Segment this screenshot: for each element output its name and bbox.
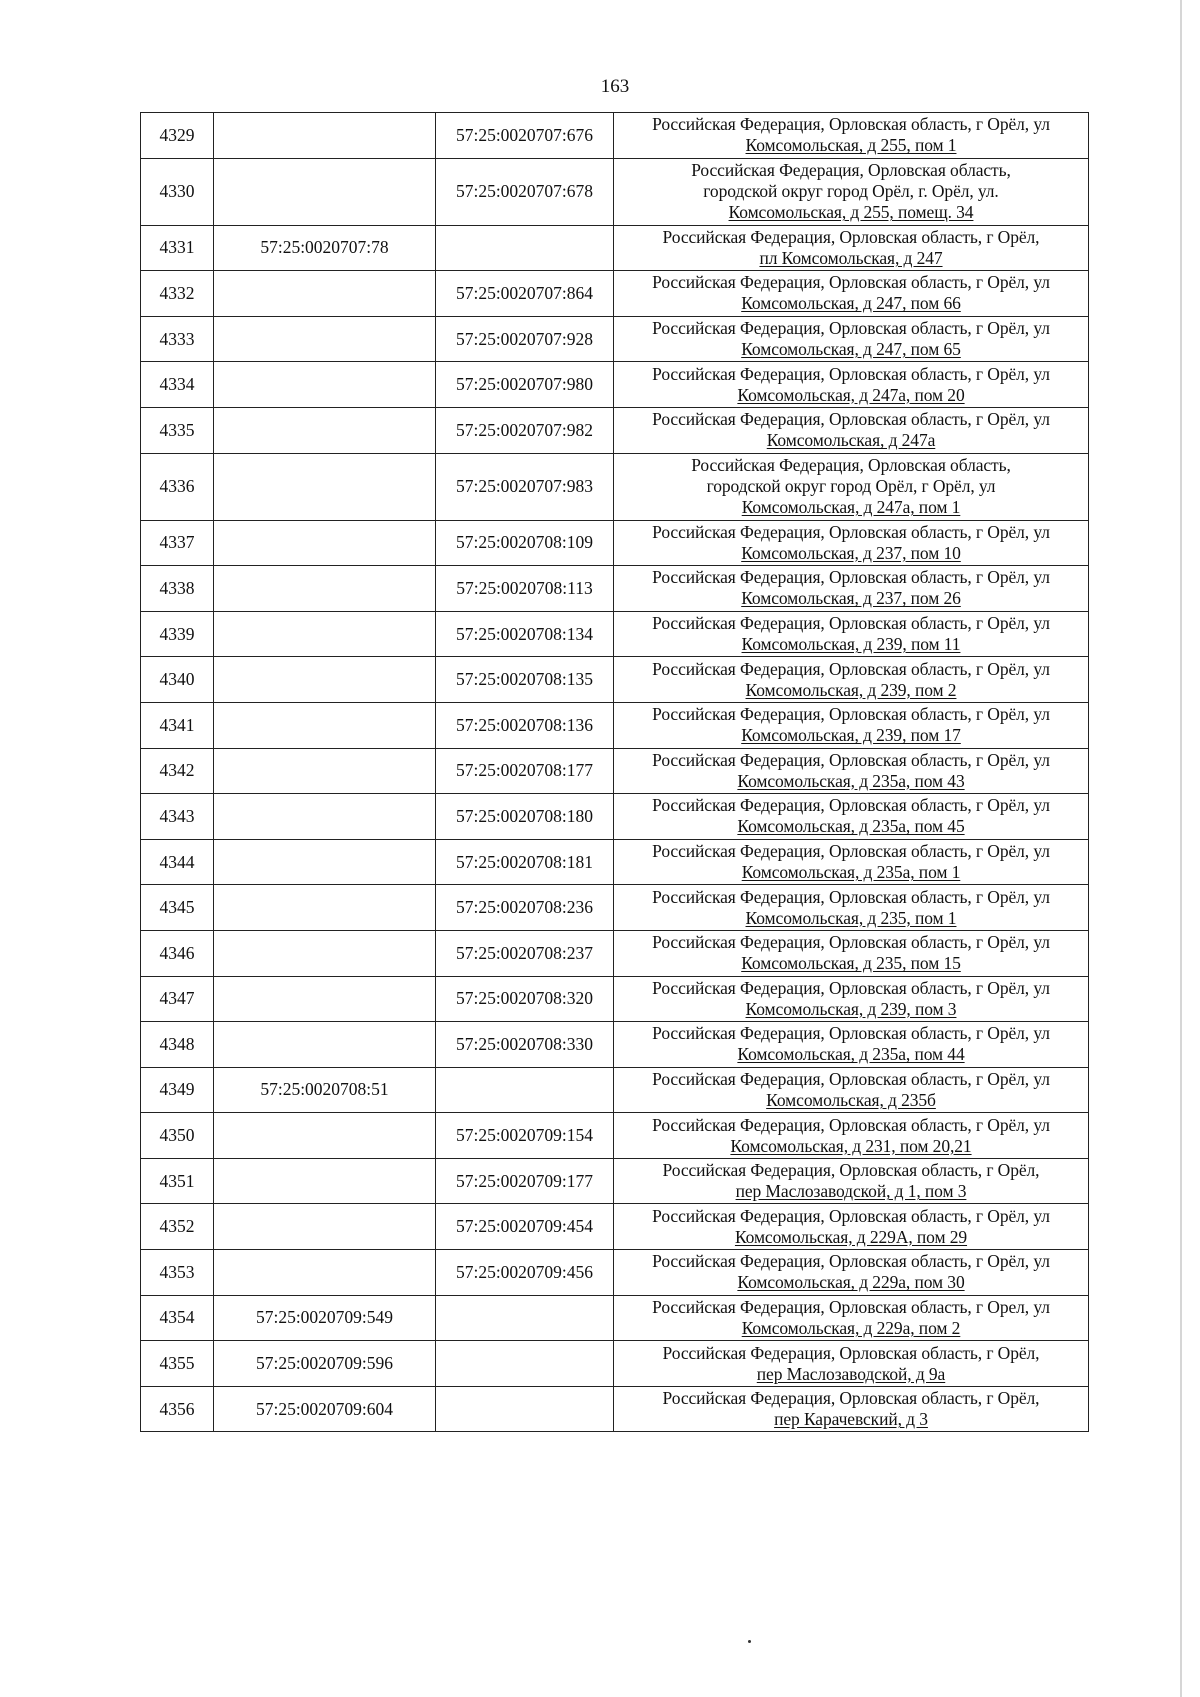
row-number-cell: 4342 <box>141 748 214 794</box>
address-line: Комсомольская, д 235а, пом 43 <box>737 770 965 791</box>
address-cell <box>614 362 1089 408</box>
table-row <box>141 566 1089 612</box>
address-cell <box>614 113 1089 159</box>
object-cadastral-number-cell: 57:25:0020708:180 <box>436 794 614 840</box>
address-line: Комсомольская, д 235б <box>766 1089 936 1110</box>
land-cadastral-number-cell <box>214 271 436 317</box>
land-cadastral-number-cell <box>214 1250 436 1296</box>
page-number: 163 <box>600 76 630 97</box>
row-number-cell: 4335 <box>141 407 214 453</box>
row-number-cell: 4343 <box>141 794 214 840</box>
table-row <box>141 794 1089 840</box>
land-cadastral-number-cell <box>214 407 436 453</box>
address-line: Российская Федерация, Орловская область, г Орёл, ул <box>652 1023 1050 1044</box>
row-number-cell: 4330 <box>141 158 214 225</box>
object-cadastral-number-cell: 57:25:0020708:237 <box>436 930 614 976</box>
object-cadastral-number-cell: 57:25:0020707:983 <box>436 453 614 520</box>
address-line: Комсомольская, д 239, пом 17 <box>741 725 961 746</box>
address-line: городской округ город Орёл, г. Орёл, ул. <box>703 181 999 202</box>
address-line: Комсомольская, д 229а, пом 2 <box>741 1317 961 1338</box>
address-line: Российская Федерация, Орловская область, г Орёл, ул <box>652 409 1050 430</box>
object-cadastral-number-cell: 57:25:0020707:982 <box>436 407 614 453</box>
row-number-cell: 4351 <box>141 1158 214 1204</box>
row-number-cell: 4333 <box>141 316 214 362</box>
object-cadastral-number-cell: 57:25:0020708:236 <box>436 885 614 931</box>
address-line: Комсомольская, д 239, пом 3 <box>745 998 957 1019</box>
address-cell <box>614 407 1089 453</box>
land-cadastral-number-cell <box>214 520 436 566</box>
object-cadastral-number-cell: 57:25:0020708:134 <box>436 611 614 657</box>
address-line: Российская Федерация, Орловская область, г Орёл, ул <box>652 1205 1050 1226</box>
address-line: Российская Федерация, Орловская область, г Орёл, <box>662 1388 1040 1409</box>
land-cadastral-number-cell <box>214 885 436 931</box>
address-cell <box>614 839 1089 885</box>
address-cell <box>614 520 1089 566</box>
land-cadastral-number-cell <box>214 657 436 703</box>
address-line: Российская Федерация, Орловская область, г Орёл, ул <box>652 704 1050 725</box>
scan-speck <box>748 1640 751 1643</box>
object-cadastral-number-cell <box>436 1295 614 1341</box>
land-cadastral-number-cell <box>214 362 436 408</box>
object-cadastral-number-cell: 57:25:0020708:135 <box>436 657 614 703</box>
address-cell <box>614 611 1089 657</box>
row-number-cell: 4334 <box>141 362 214 408</box>
address-line: Российская Федерация, Орловская область, г Орёл, ул <box>652 1251 1050 1272</box>
address-cell <box>614 885 1089 931</box>
object-cadastral-number-cell: 57:25:0020707:676 <box>436 113 614 159</box>
address-cell <box>614 930 1089 976</box>
land-cadastral-number-cell <box>214 1158 436 1204</box>
address-line: Российская Федерация, Орловская область, г Орёл, ул <box>652 841 1050 862</box>
address-line: Российская Федерация, Орловская область, г Орел, ул <box>652 1296 1050 1317</box>
table-row <box>141 1250 1089 1296</box>
table-row <box>141 1204 1089 1250</box>
land-cadastral-number-cell <box>214 453 436 520</box>
table-row <box>141 748 1089 794</box>
address-line: Комсомольская, д 247, пом 65 <box>741 339 961 360</box>
land-cadastral-number-cell <box>214 316 436 362</box>
scan-page-edge <box>1180 0 1182 1697</box>
row-number-cell: 4331 <box>141 225 214 271</box>
table-row <box>141 930 1089 976</box>
object-cadastral-number-cell <box>436 1341 614 1387</box>
row-number-cell: 4353 <box>141 1250 214 1296</box>
address-line: Российская Федерация, Орловская область, г Орёл, ул <box>652 886 1050 907</box>
address-cell <box>614 702 1089 748</box>
land-cadastral-number-cell <box>214 794 436 840</box>
table-row <box>141 453 1089 520</box>
object-cadastral-number-cell: 57:25:0020707:678 <box>436 158 614 225</box>
table-row <box>141 1341 1089 1387</box>
land-cadastral-number-cell <box>214 1022 436 1068</box>
address-line: Российская Федерация, Орловская область, г Орёл, ул <box>652 613 1050 634</box>
address-line: Комсомольская, д 239, пом 2 <box>745 679 957 700</box>
row-number-cell: 4339 <box>141 611 214 657</box>
object-cadastral-number-cell: 57:25:0020709:454 <box>436 1204 614 1250</box>
address-line: Российская Федерация, Орловская область, г Орёл, ул <box>652 521 1050 542</box>
object-cadastral-number-cell <box>436 225 614 271</box>
land-cadastral-number-cell: 57:25:0020708:51 <box>214 1067 436 1113</box>
address-cell <box>614 1295 1089 1341</box>
object-cadastral-number-cell: 57:25:0020708:320 <box>436 976 614 1022</box>
table-row <box>141 1295 1089 1341</box>
row-number-cell: 4337 <box>141 520 214 566</box>
address-line: Комсомольская, д 235а, пом 44 <box>737 1044 965 1065</box>
object-cadastral-number-cell: 57:25:0020709:177 <box>436 1158 614 1204</box>
table-row <box>141 839 1089 885</box>
address-cell <box>614 1250 1089 1296</box>
address-line: Российская Федерация, Орловская область, г Орёл, ул <box>652 1068 1050 1089</box>
land-cadastral-number-cell: 57:25:0020707:78 <box>214 225 436 271</box>
row-number-cell: 4354 <box>141 1295 214 1341</box>
address-line: Российская Федерация, Орловская область, г Орёл, <box>662 226 1040 247</box>
row-number-cell: 4347 <box>141 976 214 1022</box>
row-number-cell: 4340 <box>141 657 214 703</box>
row-number-cell: 4348 <box>141 1022 214 1068</box>
address-line: Комсомольская, д 231, пом 20,21 <box>730 1135 972 1156</box>
address-line: Российская Федерация, Орловская область, г Орёл, ул <box>652 932 1050 953</box>
object-cadastral-number-cell: 57:25:0020709:154 <box>436 1113 614 1159</box>
object-cadastral-number-cell: 57:25:0020708:109 <box>436 520 614 566</box>
object-cadastral-number-cell <box>436 1067 614 1113</box>
table-row <box>141 113 1089 159</box>
table-row <box>141 1158 1089 1204</box>
address-cell <box>614 657 1089 703</box>
object-cadastral-number-cell: 57:25:0020708:181 <box>436 839 614 885</box>
address-line: пер Карачевский, д 3 <box>774 1409 928 1430</box>
address-line: Российская Федерация, Орловская область, г Орёл, ул <box>652 977 1050 998</box>
land-cadastral-number-cell <box>214 1113 436 1159</box>
land-cadastral-number-cell <box>214 1204 436 1250</box>
address-cell <box>614 453 1089 520</box>
address-line: Комсомольская, д 247а, пом 20 <box>737 384 965 405</box>
land-cadastral-number-cell <box>214 566 436 612</box>
table-row <box>141 885 1089 931</box>
land-cadastral-number-cell <box>214 113 436 159</box>
address-cell <box>614 1158 1089 1204</box>
object-cadastral-number-cell: 57:25:0020707:980 <box>436 362 614 408</box>
land-cadastral-number-cell <box>214 611 436 657</box>
address-line: пл Комсомольская, д 247 <box>759 247 943 268</box>
row-number-cell: 4329 <box>141 113 214 159</box>
row-number-cell: 4356 <box>141 1386 214 1432</box>
table-row <box>141 225 1089 271</box>
address-line: Комсомольская, д 255, помещ. 34 <box>728 202 974 223</box>
address-line: Российская Федерация, Орловская область, г Орёл, ул <box>652 272 1050 293</box>
object-cadastral-number-cell: 57:25:0020708:330 <box>436 1022 614 1068</box>
address-line: Российская Федерация, Орловская область, г Орёл, ул <box>652 363 1050 384</box>
table-row <box>141 407 1089 453</box>
address-line: Комсомольская, д 235а, пом 45 <box>737 816 965 837</box>
object-cadastral-number-cell: 57:25:0020707:928 <box>436 316 614 362</box>
object-cadastral-number-cell: 57:25:0020707:864 <box>436 271 614 317</box>
row-number-cell: 4332 <box>141 271 214 317</box>
address-cell <box>614 794 1089 840</box>
address-line: Российская Федерация, Орловская область, г Орёл, ул <box>652 658 1050 679</box>
table-row <box>141 1386 1089 1432</box>
address-line: Комсомольская, д 229а, пом 30 <box>737 1272 965 1293</box>
address-line: Комсомольская, д 237, пом 26 <box>741 588 961 609</box>
land-cadastral-number-cell <box>214 158 436 225</box>
address-cell <box>614 158 1089 225</box>
row-number-cell: 4352 <box>141 1204 214 1250</box>
address-line: городской округ город Орёл, г Орёл, ул <box>706 476 996 497</box>
table-row <box>141 657 1089 703</box>
row-number-cell: 4355 <box>141 1341 214 1387</box>
row-number-cell: 4344 <box>141 839 214 885</box>
row-number-cell: 4341 <box>141 702 214 748</box>
address-cell <box>614 271 1089 317</box>
address-line: Российская Федерация, Орловская область, г Орёл, ул <box>652 114 1050 135</box>
table-row <box>141 1022 1089 1068</box>
land-cadastral-number-cell <box>214 839 436 885</box>
address-line: Российская Федерация, Орловская область, г Орёл, ул <box>652 1114 1050 1135</box>
address-cell <box>614 566 1089 612</box>
address-line: пер Маслозаводской, д 1, пом 3 <box>735 1181 967 1202</box>
address-line: Комсомольская, д 247а, пом 1 <box>741 497 961 518</box>
address-line: Комсомольская, д 255, пом 1 <box>745 135 957 156</box>
address-line: Российская Федерация, Орловская область, <box>691 455 1011 476</box>
address-line: Российская Федерация, Орловская область, г Орёл, ул <box>652 749 1050 770</box>
land-cadastral-number-cell <box>214 702 436 748</box>
table-row <box>141 158 1089 225</box>
table-row <box>141 362 1089 408</box>
object-cadastral-number-cell <box>436 1386 614 1432</box>
address-cell <box>614 1341 1089 1387</box>
address-line: Комсомольская, д 239, пом 11 <box>741 634 961 655</box>
address-line: Комсомольская, д 235а, пом 1 <box>741 862 961 883</box>
row-number-cell: 4345 <box>141 885 214 931</box>
row-number-cell: 4336 <box>141 453 214 520</box>
address-cell <box>614 316 1089 362</box>
row-number-cell: 4350 <box>141 1113 214 1159</box>
object-cadastral-number-cell: 57:25:0020708:177 <box>436 748 614 794</box>
row-number-cell: 4338 <box>141 566 214 612</box>
registry-table-body <box>141 113 1089 1432</box>
address-line: Комсомольская, д 247а <box>766 430 936 451</box>
address-cell <box>614 1204 1089 1250</box>
land-cadastral-number-cell: 57:25:0020709:549 <box>214 1295 436 1341</box>
address-cell <box>614 1386 1089 1432</box>
address-cell <box>614 748 1089 794</box>
table-row <box>141 611 1089 657</box>
land-cadastral-number-cell <box>214 748 436 794</box>
address-line: Комсомольская, д 229А, пом 29 <box>734 1226 968 1247</box>
table-row <box>141 1067 1089 1113</box>
row-number-cell: 4349 <box>141 1067 214 1113</box>
land-cadastral-number-cell: 57:25:0020709:596 <box>214 1341 436 1387</box>
address-line: Комсомольская, д 235, пом 15 <box>741 953 961 974</box>
object-cadastral-number-cell: 57:25:0020708:136 <box>436 702 614 748</box>
land-cadastral-number-cell <box>214 976 436 1022</box>
table-row <box>141 271 1089 317</box>
table-row <box>141 520 1089 566</box>
land-cadastral-number-cell <box>214 930 436 976</box>
address-line: Комсомольская, д 237, пом 10 <box>741 542 961 563</box>
address-line: Российская Федерация, Орловская область, г Орёл, <box>662 1342 1040 1363</box>
address-cell <box>614 1022 1089 1068</box>
address-cell <box>614 225 1089 271</box>
table-row <box>141 316 1089 362</box>
address-line: Российская Федерация, Орловская область, г Орёл, ул <box>652 795 1050 816</box>
address-line: Комсомольская, д 235, пом 1 <box>745 907 957 928</box>
address-cell <box>614 1067 1089 1113</box>
address-line: Российская Федерация, Орловская область, г Орёл, ул <box>652 567 1050 588</box>
row-number-cell: 4346 <box>141 930 214 976</box>
land-cadastral-number-cell: 57:25:0020709:604 <box>214 1386 436 1432</box>
address-line: пер Маслозаводской, д 9а <box>756 1363 946 1384</box>
table-row <box>141 976 1089 1022</box>
address-cell <box>614 1113 1089 1159</box>
property-registry-table <box>140 112 1089 1432</box>
object-cadastral-number-cell: 57:25:0020708:113 <box>436 566 614 612</box>
address-line: Российская Федерация, Орловская область, <box>691 160 1011 181</box>
object-cadastral-number-cell: 57:25:0020709:456 <box>436 1250 614 1296</box>
address-cell <box>614 976 1089 1022</box>
table-row <box>141 702 1089 748</box>
address-line: Российская Федерация, Орловская область, г Орёл, ул <box>652 318 1050 339</box>
address-line: Российская Федерация, Орловская область, г Орёл, <box>662 1160 1040 1181</box>
address-line: Комсомольская, д 247, пом 66 <box>741 293 961 314</box>
table-row <box>141 1113 1089 1159</box>
